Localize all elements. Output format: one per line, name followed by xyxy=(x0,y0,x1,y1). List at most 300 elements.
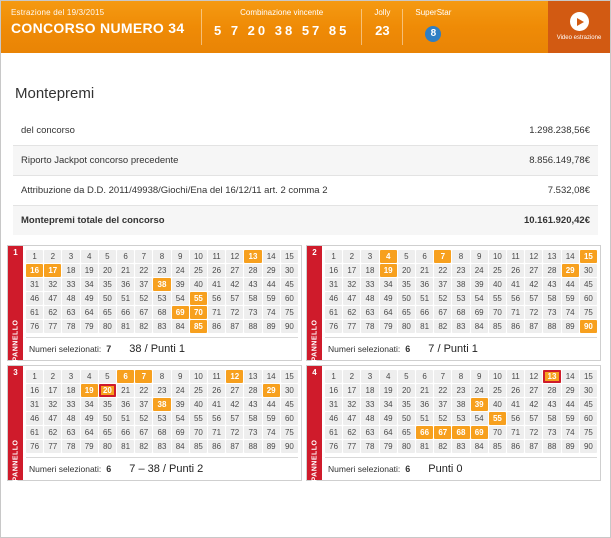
number-cell-38[interactable]: 38 xyxy=(452,398,469,411)
number-cell-6[interactable]: 6 xyxy=(416,250,433,263)
number-cell-2[interactable]: 2 xyxy=(44,370,61,383)
number-cell-66[interactable]: 66 xyxy=(117,306,134,319)
number-cell-20[interactable]: 20 xyxy=(398,264,415,277)
number-cell-36[interactable]: 36 xyxy=(416,398,433,411)
number-cell-16[interactable]: 16 xyxy=(325,384,342,397)
number-cell-5[interactable]: 5 xyxy=(99,250,116,263)
number-cell-83[interactable]: 83 xyxy=(153,440,170,453)
number-cell-82[interactable]: 82 xyxy=(434,440,451,453)
number-cell-89[interactable]: 89 xyxy=(263,440,280,453)
number-cell-37[interactable]: 37 xyxy=(135,278,152,291)
number-cell-28[interactable]: 28 xyxy=(244,384,261,397)
number-cell-84[interactable]: 84 xyxy=(172,320,189,333)
number-cell-46[interactable]: 46 xyxy=(325,292,342,305)
number-cell-4[interactable]: 4 xyxy=(380,250,397,263)
number-cell-18[interactable]: 18 xyxy=(361,384,378,397)
number-cell-50[interactable]: 50 xyxy=(398,412,415,425)
number-cell-33[interactable]: 33 xyxy=(361,398,378,411)
number-cell-77[interactable]: 77 xyxy=(44,320,61,333)
number-cell-25[interactable]: 25 xyxy=(489,264,506,277)
number-cell-13[interactable]: 13 xyxy=(543,370,560,383)
number-cell-74[interactable]: 74 xyxy=(263,426,280,439)
number-cell-82[interactable]: 82 xyxy=(434,320,451,333)
number-cell-7[interactable]: 7 xyxy=(434,370,451,383)
number-cell-59[interactable]: 59 xyxy=(263,292,280,305)
number-cell-17[interactable]: 17 xyxy=(343,264,360,277)
number-cell-63[interactable]: 63 xyxy=(62,426,79,439)
number-cell-28[interactable]: 28 xyxy=(543,264,560,277)
number-cell-32[interactable]: 32 xyxy=(44,398,61,411)
number-cell-37[interactable]: 37 xyxy=(135,398,152,411)
number-cell-31[interactable]: 31 xyxy=(325,278,342,291)
number-cell-73[interactable]: 73 xyxy=(244,306,261,319)
number-cell-1[interactable]: 1 xyxy=(26,250,43,263)
number-cell-40[interactable]: 40 xyxy=(489,278,506,291)
number-cell-27[interactable]: 27 xyxy=(226,264,243,277)
number-cell-31[interactable]: 31 xyxy=(26,278,43,291)
number-cell-21[interactable]: 21 xyxy=(117,264,134,277)
number-cell-52[interactable]: 52 xyxy=(135,412,152,425)
number-cell-37[interactable]: 37 xyxy=(434,278,451,291)
number-cell-19[interactable]: 19 xyxy=(380,264,397,277)
number-cell-53[interactable]: 53 xyxy=(452,412,469,425)
number-cell-53[interactable]: 53 xyxy=(153,412,170,425)
number-cell-12[interactable]: 12 xyxy=(226,250,243,263)
number-cell-63[interactable]: 63 xyxy=(361,426,378,439)
number-cell-90[interactable]: 90 xyxy=(580,440,597,453)
number-cell-88[interactable]: 88 xyxy=(543,440,560,453)
number-cell-58[interactable]: 58 xyxy=(244,412,261,425)
number-cell-84[interactable]: 84 xyxy=(471,440,488,453)
number-cell-46[interactable]: 46 xyxy=(325,412,342,425)
number-cell-81[interactable]: 81 xyxy=(416,320,433,333)
number-cell-27[interactable]: 27 xyxy=(525,384,542,397)
number-cell-10[interactable]: 10 xyxy=(489,250,506,263)
number-cell-23[interactable]: 23 xyxy=(153,384,170,397)
number-cell-15[interactable]: 15 xyxy=(580,370,597,383)
number-cell-76[interactable]: 76 xyxy=(26,320,43,333)
number-cell-67[interactable]: 67 xyxy=(434,426,451,439)
number-cell-85[interactable]: 85 xyxy=(190,320,207,333)
number-cell-45[interactable]: 45 xyxy=(580,278,597,291)
number-cell-84[interactable]: 84 xyxy=(471,320,488,333)
number-cell-78[interactable]: 78 xyxy=(62,320,79,333)
number-cell-12[interactable]: 12 xyxy=(525,370,542,383)
number-cell-28[interactable]: 28 xyxy=(244,264,261,277)
number-cell-31[interactable]: 31 xyxy=(325,398,342,411)
number-cell-53[interactable]: 53 xyxy=(452,292,469,305)
number-cell-89[interactable]: 89 xyxy=(562,320,579,333)
number-cell-62[interactable]: 62 xyxy=(343,306,360,319)
number-cell-52[interactable]: 52 xyxy=(434,292,451,305)
number-cell-55[interactable]: 55 xyxy=(489,292,506,305)
number-cell-56[interactable]: 56 xyxy=(208,412,225,425)
number-cell-9[interactable]: 9 xyxy=(471,370,488,383)
number-cell-70[interactable]: 70 xyxy=(489,306,506,319)
number-cell-73[interactable]: 73 xyxy=(244,426,261,439)
number-cell-86[interactable]: 86 xyxy=(507,320,524,333)
number-cell-19[interactable]: 19 xyxy=(380,384,397,397)
number-cell-48[interactable]: 48 xyxy=(361,292,378,305)
number-cell-54[interactable]: 54 xyxy=(172,412,189,425)
number-cell-60[interactable]: 60 xyxy=(580,292,597,305)
number-cell-11[interactable]: 11 xyxy=(507,250,524,263)
video-extraction-button[interactable] xyxy=(548,1,610,53)
number-cell-85[interactable]: 85 xyxy=(489,440,506,453)
number-cell-30[interactable]: 30 xyxy=(580,264,597,277)
number-cell-59[interactable]: 59 xyxy=(562,292,579,305)
number-cell-76[interactable]: 76 xyxy=(26,440,43,453)
number-cell-69[interactable]: 69 xyxy=(172,426,189,439)
number-cell-89[interactable]: 89 xyxy=(562,440,579,453)
number-cell-33[interactable]: 33 xyxy=(62,278,79,291)
number-cell-16[interactable]: 16 xyxy=(325,264,342,277)
number-cell-6[interactable]: 6 xyxy=(117,370,134,383)
number-cell-6[interactable]: 6 xyxy=(416,370,433,383)
number-cell-37[interactable]: 37 xyxy=(434,398,451,411)
number-cell-42[interactable]: 42 xyxy=(226,398,243,411)
number-cell-70[interactable]: 70 xyxy=(190,306,207,319)
number-cell-25[interactable]: 25 xyxy=(489,384,506,397)
number-cell-90[interactable]: 90 xyxy=(281,320,298,333)
number-cell-87[interactable]: 87 xyxy=(226,440,243,453)
number-cell-41[interactable]: 41 xyxy=(208,278,225,291)
number-cell-39[interactable]: 39 xyxy=(172,278,189,291)
number-cell-87[interactable]: 87 xyxy=(525,440,542,453)
number-cell-60[interactable]: 60 xyxy=(281,292,298,305)
number-cell-51[interactable]: 51 xyxy=(117,412,134,425)
number-cell-47[interactable]: 47 xyxy=(44,292,61,305)
number-cell-34[interactable]: 34 xyxy=(380,398,397,411)
number-cell-86[interactable]: 86 xyxy=(208,440,225,453)
number-cell-15[interactable]: 15 xyxy=(281,370,298,383)
number-cell-26[interactable]: 26 xyxy=(507,384,524,397)
number-cell-36[interactable]: 36 xyxy=(117,278,134,291)
number-cell-55[interactable]: 55 xyxy=(190,412,207,425)
number-cell-26[interactable]: 26 xyxy=(208,264,225,277)
number-cell-63[interactable]: 63 xyxy=(62,306,79,319)
number-cell-22[interactable]: 22 xyxy=(434,264,451,277)
number-cell-56[interactable]: 56 xyxy=(507,292,524,305)
number-cell-86[interactable]: 86 xyxy=(208,320,225,333)
number-cell-39[interactable]: 39 xyxy=(471,398,488,411)
number-cell-22[interactable]: 22 xyxy=(434,384,451,397)
number-cell-75[interactable]: 75 xyxy=(281,426,298,439)
number-cell-88[interactable]: 88 xyxy=(244,320,261,333)
number-cell-65[interactable]: 65 xyxy=(398,426,415,439)
number-cell-67[interactable]: 67 xyxy=(135,306,152,319)
number-cell-48[interactable]: 48 xyxy=(361,412,378,425)
number-cell-40[interactable]: 40 xyxy=(489,398,506,411)
number-cell-15[interactable]: 15 xyxy=(580,250,597,263)
number-cell-12[interactable]: 12 xyxy=(226,370,243,383)
number-cell-51[interactable]: 51 xyxy=(117,292,134,305)
number-cell-34[interactable]: 34 xyxy=(380,278,397,291)
number-cell-10[interactable]: 10 xyxy=(489,370,506,383)
number-cell-25[interactable]: 25 xyxy=(190,264,207,277)
number-cell-16[interactable]: 16 xyxy=(26,384,43,397)
number-cell-32[interactable]: 32 xyxy=(343,278,360,291)
number-cell-21[interactable]: 21 xyxy=(416,264,433,277)
number-cell-50[interactable]: 50 xyxy=(99,292,116,305)
number-cell-24[interactable]: 24 xyxy=(172,264,189,277)
number-cell-85[interactable]: 85 xyxy=(489,320,506,333)
number-cell-68[interactable]: 68 xyxy=(153,426,170,439)
number-cell-57[interactable]: 57 xyxy=(226,292,243,305)
number-cell-43[interactable]: 43 xyxy=(543,398,560,411)
number-cell-7[interactable]: 7 xyxy=(434,250,451,263)
number-cell-64[interactable]: 64 xyxy=(380,426,397,439)
number-cell-72[interactable]: 72 xyxy=(525,306,542,319)
number-cell-59[interactable]: 59 xyxy=(562,412,579,425)
number-cell-63[interactable]: 63 xyxy=(361,306,378,319)
number-cell-24[interactable]: 24 xyxy=(172,384,189,397)
number-cell-21[interactable]: 21 xyxy=(416,384,433,397)
number-cell-70[interactable]: 70 xyxy=(190,426,207,439)
number-cell-14[interactable]: 14 xyxy=(263,250,280,263)
number-cell-42[interactable]: 42 xyxy=(226,278,243,291)
number-cell-75[interactable]: 75 xyxy=(580,426,597,439)
number-cell-77[interactable]: 77 xyxy=(44,440,61,453)
number-cell-8[interactable]: 8 xyxy=(153,370,170,383)
number-cell-2[interactable]: 2 xyxy=(343,250,360,263)
number-cell-41[interactable]: 41 xyxy=(507,398,524,411)
number-cell-68[interactable]: 68 xyxy=(452,426,469,439)
number-cell-32[interactable]: 32 xyxy=(44,278,61,291)
number-cell-58[interactable]: 58 xyxy=(543,292,560,305)
number-cell-41[interactable]: 41 xyxy=(208,398,225,411)
number-cell-71[interactable]: 71 xyxy=(208,306,225,319)
number-cell-5[interactable]: 5 xyxy=(99,370,116,383)
number-cell-52[interactable]: 52 xyxy=(135,292,152,305)
number-cell-81[interactable]: 81 xyxy=(117,440,134,453)
number-cell-45[interactable]: 45 xyxy=(281,278,298,291)
number-cell-27[interactable]: 27 xyxy=(525,264,542,277)
number-cell-69[interactable]: 69 xyxy=(172,306,189,319)
number-cell-54[interactable]: 54 xyxy=(471,412,488,425)
number-cell-55[interactable]: 55 xyxy=(489,412,506,425)
number-cell-17[interactable]: 17 xyxy=(44,384,61,397)
number-cell-77[interactable]: 77 xyxy=(343,320,360,333)
number-cell-22[interactable]: 22 xyxy=(135,264,152,277)
number-cell-19[interactable]: 19 xyxy=(81,264,98,277)
number-cell-65[interactable]: 65 xyxy=(398,306,415,319)
number-cell-80[interactable]: 80 xyxy=(99,440,116,453)
number-cell-39[interactable]: 39 xyxy=(172,398,189,411)
number-cell-5[interactable]: 5 xyxy=(398,250,415,263)
number-cell-30[interactable]: 30 xyxy=(580,384,597,397)
number-cell-35[interactable]: 35 xyxy=(398,278,415,291)
number-cell-77[interactable]: 77 xyxy=(343,440,360,453)
number-cell-75[interactable]: 75 xyxy=(580,306,597,319)
number-cell-2[interactable]: 2 xyxy=(343,370,360,383)
number-cell-18[interactable]: 18 xyxy=(62,264,79,277)
number-cell-23[interactable]: 23 xyxy=(452,264,469,277)
number-cell-9[interactable]: 9 xyxy=(172,250,189,263)
number-cell-20[interactable]: 20 xyxy=(99,264,116,277)
number-cell-54[interactable]: 54 xyxy=(172,292,189,305)
number-cell-10[interactable]: 10 xyxy=(190,370,207,383)
number-cell-76[interactable]: 76 xyxy=(325,440,342,453)
number-cell-64[interactable]: 64 xyxy=(81,306,98,319)
number-cell-11[interactable]: 11 xyxy=(208,250,225,263)
number-cell-78[interactable]: 78 xyxy=(361,440,378,453)
number-cell-74[interactable]: 74 xyxy=(562,426,579,439)
number-cell-47[interactable]: 47 xyxy=(44,412,61,425)
number-cell-55[interactable]: 55 xyxy=(190,292,207,305)
number-cell-1[interactable]: 1 xyxy=(325,370,342,383)
number-cell-53[interactable]: 53 xyxy=(153,292,170,305)
number-cell-33[interactable]: 33 xyxy=(62,398,79,411)
number-cell-1[interactable]: 1 xyxy=(325,250,342,263)
number-cell-49[interactable]: 49 xyxy=(380,412,397,425)
number-cell-14[interactable]: 14 xyxy=(263,370,280,383)
number-cell-83[interactable]: 83 xyxy=(452,320,469,333)
number-cell-74[interactable]: 74 xyxy=(562,306,579,319)
number-cell-17[interactable]: 17 xyxy=(44,264,61,277)
number-cell-45[interactable]: 45 xyxy=(281,398,298,411)
number-cell-23[interactable]: 23 xyxy=(153,264,170,277)
number-cell-56[interactable]: 56 xyxy=(208,292,225,305)
number-cell-84[interactable]: 84 xyxy=(172,440,189,453)
number-cell-76[interactable]: 76 xyxy=(325,320,342,333)
number-cell-18[interactable]: 18 xyxy=(62,384,79,397)
number-cell-8[interactable]: 8 xyxy=(153,250,170,263)
number-cell-51[interactable]: 51 xyxy=(416,412,433,425)
number-cell-89[interactable]: 89 xyxy=(263,320,280,333)
number-cell-75[interactable]: 75 xyxy=(281,306,298,319)
number-cell-30[interactable]: 30 xyxy=(281,384,298,397)
number-cell-34[interactable]: 34 xyxy=(81,278,98,291)
number-cell-3[interactable]: 3 xyxy=(62,250,79,263)
number-cell-49[interactable]: 49 xyxy=(380,292,397,305)
number-cell-43[interactable]: 43 xyxy=(244,278,261,291)
number-cell-62[interactable]: 62 xyxy=(343,426,360,439)
number-cell-38[interactable]: 38 xyxy=(153,398,170,411)
number-cell-49[interactable]: 49 xyxy=(81,412,98,425)
number-cell-36[interactable]: 36 xyxy=(416,278,433,291)
number-cell-14[interactable]: 14 xyxy=(562,370,579,383)
number-cell-26[interactable]: 26 xyxy=(507,264,524,277)
number-cell-81[interactable]: 81 xyxy=(117,320,134,333)
number-cell-69[interactable]: 69 xyxy=(471,426,488,439)
number-cell-35[interactable]: 35 xyxy=(99,398,116,411)
number-cell-61[interactable]: 61 xyxy=(26,426,43,439)
number-cell-38[interactable]: 38 xyxy=(153,278,170,291)
number-cell-88[interactable]: 88 xyxy=(543,320,560,333)
number-cell-57[interactable]: 57 xyxy=(525,292,542,305)
number-cell-64[interactable]: 64 xyxy=(380,306,397,319)
number-cell-65[interactable]: 65 xyxy=(99,306,116,319)
number-cell-46[interactable]: 46 xyxy=(26,412,43,425)
number-cell-61[interactable]: 61 xyxy=(26,306,43,319)
number-cell-3[interactable]: 3 xyxy=(361,250,378,263)
number-cell-87[interactable]: 87 xyxy=(226,320,243,333)
number-cell-79[interactable]: 79 xyxy=(81,320,98,333)
number-cell-71[interactable]: 71 xyxy=(507,426,524,439)
number-cell-72[interactable]: 72 xyxy=(226,306,243,319)
number-cell-71[interactable]: 71 xyxy=(507,306,524,319)
number-cell-74[interactable]: 74 xyxy=(263,306,280,319)
number-cell-28[interactable]: 28 xyxy=(543,384,560,397)
number-cell-49[interactable]: 49 xyxy=(81,292,98,305)
number-cell-13[interactable]: 13 xyxy=(543,250,560,263)
number-cell-79[interactable]: 79 xyxy=(380,320,397,333)
number-cell-79[interactable]: 79 xyxy=(81,440,98,453)
number-cell-1[interactable]: 1 xyxy=(26,370,43,383)
number-cell-66[interactable]: 66 xyxy=(117,426,134,439)
number-cell-45[interactable]: 45 xyxy=(580,398,597,411)
number-cell-12[interactable]: 12 xyxy=(525,250,542,263)
number-cell-40[interactable]: 40 xyxy=(190,398,207,411)
number-cell-29[interactable]: 29 xyxy=(562,384,579,397)
number-cell-46[interactable]: 46 xyxy=(26,292,43,305)
number-cell-9[interactable]: 9 xyxy=(172,370,189,383)
number-cell-82[interactable]: 82 xyxy=(135,320,152,333)
number-cell-16[interactable]: 16 xyxy=(26,264,43,277)
number-cell-8[interactable]: 8 xyxy=(452,250,469,263)
number-cell-23[interactable]: 23 xyxy=(452,384,469,397)
number-cell-70[interactable]: 70 xyxy=(489,426,506,439)
number-cell-66[interactable]: 66 xyxy=(416,306,433,319)
number-cell-57[interactable]: 57 xyxy=(525,412,542,425)
number-cell-47[interactable]: 47 xyxy=(343,412,360,425)
number-cell-10[interactable]: 10 xyxy=(190,250,207,263)
number-cell-80[interactable]: 80 xyxy=(398,320,415,333)
number-cell-50[interactable]: 50 xyxy=(99,412,116,425)
number-cell-44[interactable]: 44 xyxy=(263,278,280,291)
number-cell-31[interactable]: 31 xyxy=(26,398,43,411)
number-cell-33[interactable]: 33 xyxy=(361,278,378,291)
number-cell-42[interactable]: 42 xyxy=(525,278,542,291)
number-cell-61[interactable]: 61 xyxy=(325,306,342,319)
number-cell-20[interactable]: 20 xyxy=(99,384,116,397)
number-cell-78[interactable]: 78 xyxy=(361,320,378,333)
number-cell-11[interactable]: 11 xyxy=(208,370,225,383)
number-cell-90[interactable]: 90 xyxy=(281,440,298,453)
number-cell-21[interactable]: 21 xyxy=(117,384,134,397)
number-cell-48[interactable]: 48 xyxy=(62,412,79,425)
number-cell-35[interactable]: 35 xyxy=(99,278,116,291)
number-cell-66[interactable]: 66 xyxy=(416,426,433,439)
number-cell-13[interactable]: 13 xyxy=(244,370,261,383)
number-cell-47[interactable]: 47 xyxy=(343,292,360,305)
number-cell-32[interactable]: 32 xyxy=(343,398,360,411)
number-cell-41[interactable]: 41 xyxy=(507,278,524,291)
number-cell-44[interactable]: 44 xyxy=(562,398,579,411)
number-cell-36[interactable]: 36 xyxy=(117,398,134,411)
number-cell-83[interactable]: 83 xyxy=(153,320,170,333)
number-cell-82[interactable]: 82 xyxy=(135,440,152,453)
number-cell-8[interactable]: 8 xyxy=(452,370,469,383)
number-cell-87[interactable]: 87 xyxy=(525,320,542,333)
number-cell-86[interactable]: 86 xyxy=(507,440,524,453)
number-cell-57[interactable]: 57 xyxy=(226,412,243,425)
number-cell-81[interactable]: 81 xyxy=(416,440,433,453)
number-cell-60[interactable]: 60 xyxy=(580,412,597,425)
number-cell-85[interactable]: 85 xyxy=(190,440,207,453)
number-cell-25[interactable]: 25 xyxy=(190,384,207,397)
number-cell-78[interactable]: 78 xyxy=(62,440,79,453)
number-cell-50[interactable]: 50 xyxy=(398,292,415,305)
number-cell-80[interactable]: 80 xyxy=(99,320,116,333)
number-cell-71[interactable]: 71 xyxy=(208,426,225,439)
number-cell-42[interactable]: 42 xyxy=(525,398,542,411)
number-cell-18[interactable]: 18 xyxy=(361,264,378,277)
number-cell-58[interactable]: 58 xyxy=(244,292,261,305)
number-cell-15[interactable]: 15 xyxy=(281,250,298,263)
number-cell-13[interactable]: 13 xyxy=(244,250,261,263)
